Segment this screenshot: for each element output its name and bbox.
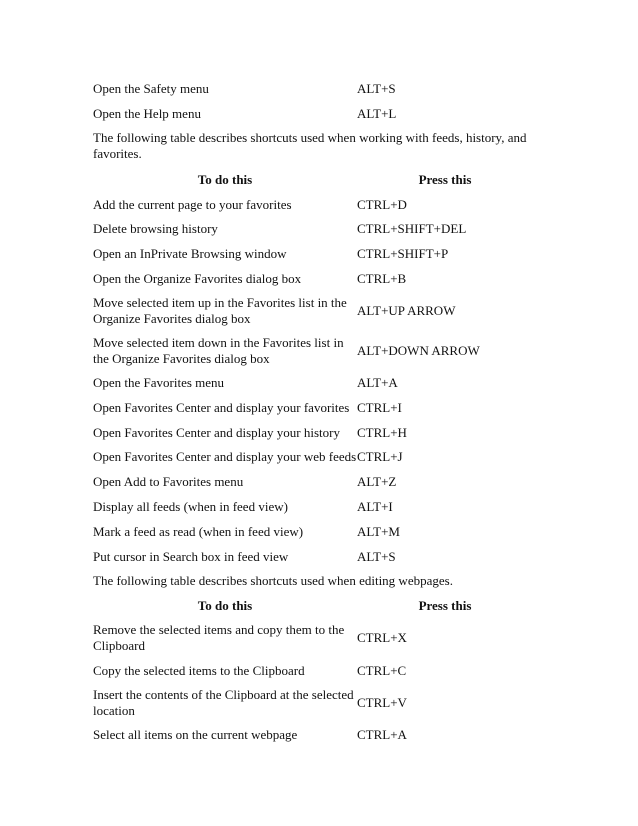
- shortcut-keys: ALT+DOWN ARROW: [357, 342, 480, 358]
- shortcut-action: Move selected item up in the Favorites list in the Organize Favorites dialog box: [93, 295, 347, 327]
- shortcut-action: Select all items on the current webpage: [93, 726, 298, 742]
- shortcut-row: [93, 420, 533, 445]
- shortcut-keys: CTRL+B: [357, 270, 407, 286]
- shortcut-keys: CTRL+I: [357, 399, 402, 415]
- shortcut-action: Open Favorites Center and display your web feeds: [93, 449, 357, 465]
- shortcut-action: Mark a feed as read (when in feed view): [93, 523, 304, 539]
- shortcut-row: [93, 544, 533, 569]
- document-page: [93, 77, 533, 747]
- shortcut-row: [93, 619, 533, 659]
- shortcut-keys: ALT+I: [357, 498, 393, 514]
- shortcut-keys: CTRL+V: [357, 694, 407, 710]
- shortcut-row: [93, 242, 533, 267]
- shortcut-action: Add the current page to your favorites: [93, 196, 292, 212]
- shortcut-action: Open an InPrivate Browsing window: [93, 246, 287, 262]
- shortcut-keys: CTRL+C: [357, 662, 407, 678]
- header-action: To do this: [197, 171, 253, 187]
- shortcut-keys: CTRL+A: [357, 726, 407, 742]
- shortcut-action: Move selected item down in the Favorites list in the Organize Favorites dialog box: [93, 334, 344, 366]
- shortcut-keys: CTRL+SHIFT+P: [357, 246, 449, 262]
- shortcut-action: Open the Favorites menu: [93, 374, 225, 390]
- shortcut-keys: ALT+UP ARROW: [357, 303, 456, 319]
- shortcut-keys: CTRL+J: [357, 449, 403, 465]
- intro-paragraph-editing: The following table describes shortcuts used when editing webpages.: [93, 572, 453, 588]
- shortcut-row: [93, 519, 533, 544]
- shortcut-action: Open Favorites Center and display your history: [93, 424, 340, 440]
- intro-paragraph-feeds: The following table describes shortcuts used when working with feeds, history, and favorites.: [93, 129, 527, 161]
- shortcut-row: [93, 102, 533, 127]
- shortcut-action: Copy the selected items to the Clipboard: [93, 662, 305, 678]
- shortcut-keys: ALT+S: [357, 548, 396, 564]
- shortcut-keys: ALT+S: [357, 81, 396, 97]
- shortcut-row: [93, 495, 533, 520]
- shortcut-row: [93, 683, 533, 723]
- shortcut-action: Insert the contents of the Clipboard at the selected location: [93, 686, 354, 718]
- shortcut-row: [93, 395, 533, 420]
- shortcut-action: Open the Help menu: [93, 106, 201, 122]
- shortcut-keys: ALT+M: [357, 523, 400, 539]
- shortcut-action: Remove the selected items and copy them to the Clipboard: [93, 622, 345, 654]
- table-header: [93, 594, 533, 619]
- shortcut-row: [93, 217, 533, 242]
- shortcut-row: [93, 470, 533, 495]
- shortcut-row: [93, 723, 533, 748]
- header-keys: Press this: [418, 598, 472, 614]
- shortcut-keys: CTRL+D: [357, 196, 407, 212]
- shortcut-keys: ALT+L: [357, 106, 397, 122]
- shortcut-row: [93, 371, 533, 396]
- shortcut-row: [93, 291, 533, 331]
- shortcut-row: [93, 331, 533, 371]
- shortcut-action: Open the Safety menu: [93, 81, 209, 97]
- header-action: To do this: [197, 598, 253, 614]
- shortcut-row: [93, 77, 533, 102]
- shortcut-keys: CTRL+X: [357, 630, 407, 646]
- shortcut-row: [93, 192, 533, 217]
- shortcut-row: [93, 658, 533, 683]
- shortcut-row: [93, 445, 533, 470]
- shortcut-row: [93, 267, 533, 292]
- table-header: [93, 167, 533, 192]
- header-keys: Press this: [418, 171, 472, 187]
- shortcut-action: Display all feeds (when in feed view): [93, 498, 288, 514]
- shortcut-action: Open the Organize Favorites dialog box: [93, 270, 302, 286]
- shortcut-keys: ALT+A: [357, 374, 398, 390]
- shortcut-action: Put cursor in Search box in feed view: [93, 548, 289, 564]
- shortcut-keys: ALT+Z: [357, 474, 397, 490]
- shortcut-keys: CTRL+SHIFT+DEL: [357, 221, 467, 237]
- shortcut-keys: CTRL+H: [357, 424, 407, 440]
- shortcut-action: Delete browsing history: [93, 221, 218, 237]
- shortcut-action: Open Add to Favorites menu: [93, 474, 244, 490]
- shortcut-action: Open Favorites Center and display your favorites: [93, 399, 350, 415]
